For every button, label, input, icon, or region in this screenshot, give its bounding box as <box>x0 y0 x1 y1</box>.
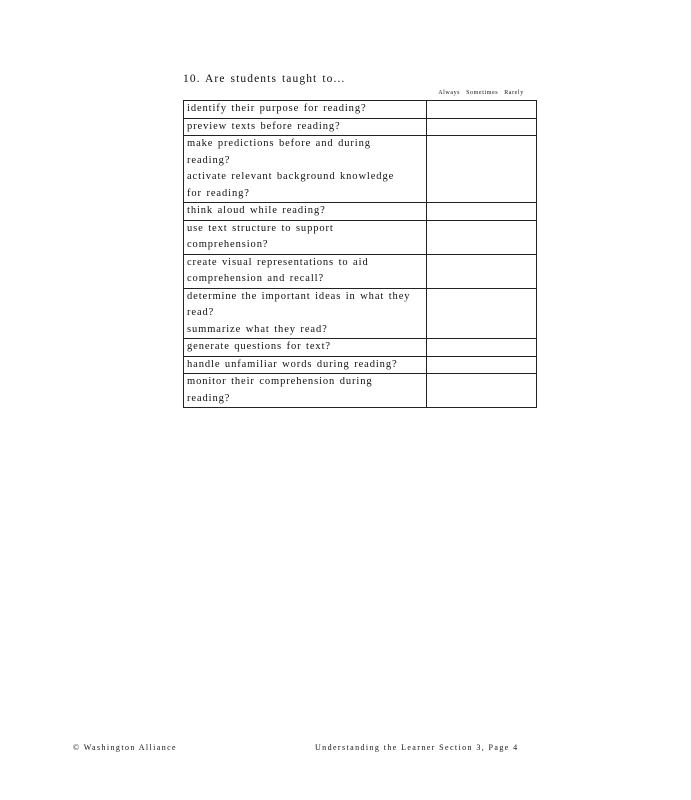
table-row <box>184 220 537 254</box>
survey-item-cell <box>184 374 427 408</box>
survey-table-body <box>184 101 537 408</box>
survey-item-cell <box>184 339 427 357</box>
survey-item-text: comprehension and recall? <box>187 273 325 284</box>
response-cell[interactable] <box>427 203 537 221</box>
survey-item-cell <box>184 118 427 136</box>
survey-item-cell <box>184 101 427 119</box>
column-header-rarely: Rarely <box>504 90 524 96</box>
survey-table <box>183 100 537 408</box>
response-cell[interactable] <box>427 220 537 254</box>
survey-item-text: use text structure to support <box>187 222 334 234</box>
question-heading: 10. Are students taught to... <box>183 73 346 85</box>
survey-item-text: generate questions for text? <box>187 341 331 352</box>
survey-item-text: summarize what they read? <box>187 323 328 335</box>
response-cell[interactable] <box>427 339 537 357</box>
response-column-headers <box>426 90 536 96</box>
survey-item-text: think aloud while reading? <box>187 205 326 216</box>
survey-item-cell <box>184 356 427 374</box>
footer-page-info: Understanding the Learner Section 3, Page 4 <box>315 743 519 752</box>
table-row <box>184 374 537 408</box>
response-cell[interactable] <box>427 118 537 136</box>
survey-item-text: read? <box>187 307 215 318</box>
survey-item-cell <box>184 136 427 203</box>
column-header-always: Always <box>438 90 461 96</box>
survey-item-cell <box>184 203 427 221</box>
table-row <box>184 203 537 221</box>
survey-item-cell <box>184 254 427 288</box>
table-row <box>184 356 537 374</box>
survey-item-cell <box>184 220 427 254</box>
column-header-sometimes: Sometimes <box>466 90 499 96</box>
response-cell[interactable] <box>427 101 537 119</box>
survey-item-text: reading? <box>187 392 231 404</box>
survey-item-text: reading? <box>187 154 231 166</box>
survey-item-text: determine the important ideas in what they <box>187 290 411 302</box>
table-row <box>184 288 537 339</box>
survey-item-text: create visual representations to aid <box>187 256 369 268</box>
response-cell[interactable] <box>427 356 537 374</box>
response-cell[interactable] <box>427 374 537 408</box>
survey-item-text: handle unfamiliar words during reading? <box>187 358 398 370</box>
survey-item-text: preview texts before reading? <box>187 120 341 132</box>
survey-item-text: for reading? <box>187 187 250 199</box>
survey-item-cell <box>184 288 427 339</box>
table-row <box>184 101 537 119</box>
table-row <box>184 136 537 203</box>
response-cell[interactable] <box>427 136 537 203</box>
table-row <box>184 339 537 357</box>
survey-item-text: activate relevant background knowledge <box>187 171 395 182</box>
survey-item-text: identify their purpose for reading? <box>187 103 367 114</box>
survey-item-text: make predictions before and during <box>187 138 371 149</box>
response-cell[interactable] <box>427 288 537 339</box>
footer-copyright: © Washington Alliance <box>73 743 178 752</box>
table-row <box>184 118 537 136</box>
response-cell[interactable] <box>427 254 537 288</box>
table-row <box>184 254 537 288</box>
survey-item-text: comprehension? <box>187 239 269 250</box>
survey-item-text: monitor their comprehension during <box>187 376 373 387</box>
